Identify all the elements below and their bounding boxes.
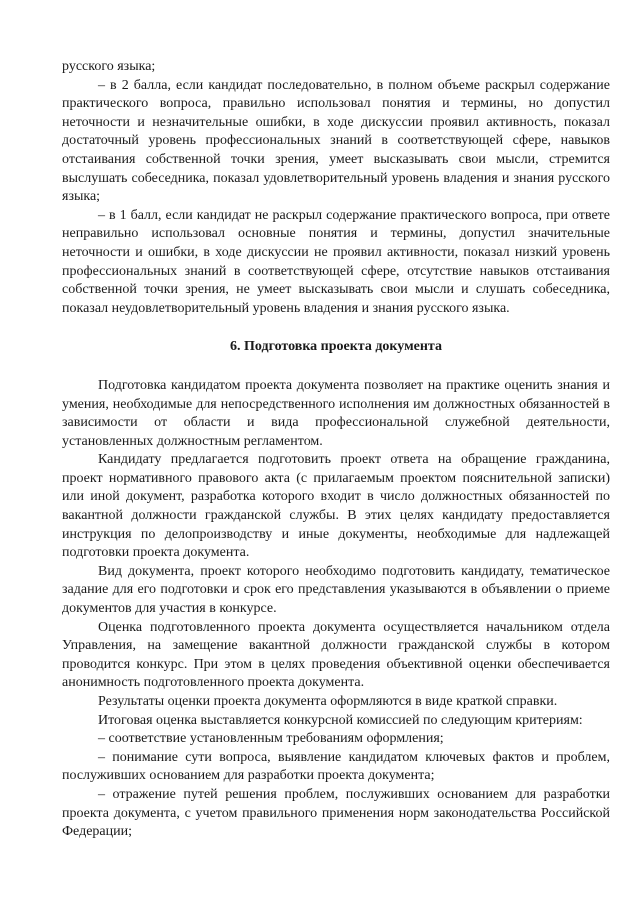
paragraph-continuation: русского языка; xyxy=(62,59,156,74)
paragraph-score-2: – в 2 балла, если кандидат последовательно, в полном объеме раскрыл содержание практического вопроса, правильно использовал понятия и термины, но допустил неточности и незначительные ошибки, в ходе дискуссии проявил активность, показал достаточный уровень профессиональных знаний в соответствующей сфере, навыков отстаивания собственной точки зрения, умеет высказывать свои мысли, стремится выслушать собеседника, показал удовлетворительный уровень владения и знания русского языка; xyxy=(62,77,610,205)
document-body xyxy=(62,58,610,842)
criteria-item: – соответствие установленным требованиям оформления; xyxy=(98,731,444,747)
paragraph-task: Кандидату предлагается подготовить проект ответа на обращение гражданина, проект нормативного правового акта (с прилагаемым проектом пояснительной записки) или иной документ, разработка которого входит в число должностных обязанностей по вакантной должности гражданской службы. В этих целях кандидату предоставляется инструкция по делопроизводству и иные документы, необходимые для надлежащей подготовки проекта документа. xyxy=(62,452,610,561)
paragraph-criteria-intro: Итоговая оценка выставляется конкурсной комиссией по следующим критериям: xyxy=(98,712,583,728)
paragraph-intro: Подготовка кандидатом проекта документа позволяет на практике оценить знания и умения, необходимые для непосредственного исполнения им должностных обязанностей в зависимости от области и вида профессиональной служебной деятельности, установленных должностным регламентом. xyxy=(62,377,610,449)
criteria-item: – отражение путей решения проблем, послуживших основанием для разработки проекта документа, с учетом правильного применения норм законодательства Российской Федерации; xyxy=(62,786,610,840)
paragraph-evaluation: Оценка подготовленного проекта документа осуществляется начальником отдела Управления, на замещение вакантной должности гражданской службы в котором проводится конкурс. При этом в целях проведения объективной оценки обеспечивается анонимность подготовленного проекта документа. xyxy=(62,619,610,691)
section-heading: 6. Подготовка проекта документа xyxy=(230,339,442,355)
paragraph-results: Результаты оценки проекта документа оформляются в виде краткой справки. xyxy=(98,694,558,709)
paragraph-document-type: Вид документа, проект которого необходимо подготовить кандидату, тематическое задание для его подготовки и срок его представления указываются в объявлении о приеме документов для участия в конкурсе. xyxy=(62,563,610,617)
paragraph-score-1: – в 1 балл, если кандидат не раскрыл содержание практического вопроса, при ответе неправильно использовал основные понятия и термины, допустил значительные неточности и ошибки, в ходе дискуссии не проявил активности, показал низкий уровень профессиональных знаний в соответствующей сфере, отсутствие навыков отстаивания собственной точки зрения, не умеет высказывать свои мысли и слушать собеседника, показал неудовлетворительный уровень владения и знания русского языка. xyxy=(62,207,610,316)
criteria-item: – понимание сути вопроса, выявление кандидатом ключевых фактов и проблем, послуживших основанием для разработки проекта документа; xyxy=(62,749,610,784)
